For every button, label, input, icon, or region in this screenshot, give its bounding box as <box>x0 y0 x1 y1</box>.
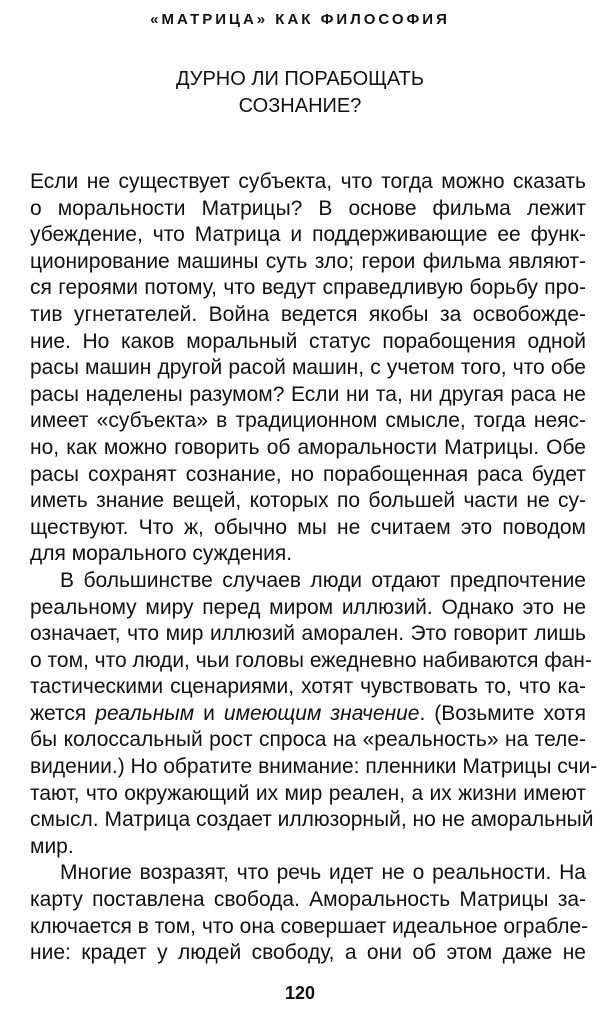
page-number: 120 <box>284 983 316 1003</box>
text-line <box>30 302 586 329</box>
text-segment: ключается в том, что она совершает идеальное ограбле- <box>30 914 589 938</box>
text-segment: . (Возьмите хотя <box>419 701 587 725</box>
text-segment: убеждение, что Матрица и поддерживающие ее функ- <box>30 223 586 247</box>
section-title-line: СОЗНАНИЕ? <box>238 95 362 117</box>
text-segment: ществуют. Что ж, обычно мы не считаем это поводом <box>30 515 586 539</box>
text-segment: имеет «субъекта» в традиционном смысле, тогда неяс- <box>30 409 586 433</box>
text-segment: бы колоссальный рост спроса на «реальность» на теле- <box>30 728 586 752</box>
text-line <box>30 222 586 249</box>
section-title-line: ДУРНО ЛИ ПОРАБОЩАТЬ <box>175 68 425 90</box>
text-line <box>30 781 586 808</box>
text-segment: тают, что окружающий их мир реален, а их жизни имеют <box>30 781 586 805</box>
text-segment: мир. <box>30 834 74 858</box>
text-segment: жется <box>30 701 96 725</box>
text-line <box>30 275 586 302</box>
text-segment: ние. Но каков моральный статус порабощения одной <box>30 329 586 353</box>
text-line <box>30 860 586 887</box>
paragraph <box>30 568 598 861</box>
text-segment: иметь знание вещей, которых по большей части не су- <box>30 489 586 513</box>
emphasis-text: имеющим значение <box>223 701 420 725</box>
text-segment: видении.) Но обратите внимание: пленники Матрицы счи- <box>30 755 598 779</box>
text-line <box>30 435 586 462</box>
text-line <box>30 408 586 435</box>
body-text <box>30 169 598 967</box>
text-segment: расы машин другой расой машин, с учетом того, что обе <box>30 356 586 380</box>
text-line <box>30 382 586 409</box>
text-line <box>30 648 592 675</box>
text-line <box>30 887 586 914</box>
text-line <box>30 488 586 515</box>
text-segment: о моральности Матрицы? В основе фильма лежит <box>30 196 586 220</box>
text-line <box>30 621 586 648</box>
text-line <box>30 462 586 489</box>
text-line <box>30 834 586 861</box>
text-line <box>30 568 586 595</box>
text-segment: В большинстве случаев люди отдают предпочтение <box>60 568 586 592</box>
text-segment: расы наделены разумом? Если ни та, ни другая раса не <box>30 382 586 406</box>
text-line <box>30 515 586 542</box>
text-segment: означает, что мир иллюзий аморален. Это говорит лишь <box>30 622 586 646</box>
text-segment: но, как можно говорить об аморальности Матрицы. Обе <box>30 435 586 459</box>
text-line <box>30 807 594 834</box>
text-segment: ние: крадет у людей свободу, а они об этом даже не <box>30 941 586 965</box>
text-line <box>30 541 586 568</box>
text-segment: карту поставлена свобода. Аморальность Матрицы за- <box>30 888 586 912</box>
text-line <box>30 914 589 941</box>
text-line <box>30 355 586 382</box>
running-head: «МАТРИЦА» КАК ФИЛОСОФИЯ <box>150 11 450 28</box>
text-segment: ционирование машины суть зло; герои фильма являют- <box>30 249 586 273</box>
paragraph <box>30 169 586 568</box>
paragraph <box>30 860 589 966</box>
text-line <box>30 701 586 728</box>
text-segment: тастическими сценариями, хотят чувствовать то, что ка- <box>30 675 586 699</box>
text-segment: о том, что люди, чьи головы ежедневно набиваются фан- <box>30 648 592 672</box>
text-line <box>30 727 586 754</box>
text-segment: расы сохранят сознание, но порабощенная раса будет <box>30 462 586 486</box>
text-segment: Если не существует субъекта, что тогда можно сказать <box>30 170 586 193</box>
text-line <box>30 940 586 967</box>
text-segment: реальному миру перед миром иллюзий. Однако это не <box>30 595 586 619</box>
text-segment: смысл. Матрица создает иллюзорный, но не аморальный <box>30 808 594 832</box>
emphasis-text: реальным <box>95 701 195 725</box>
text-line <box>30 595 586 622</box>
text-line <box>30 169 586 196</box>
text-line <box>30 754 598 781</box>
text-line <box>30 329 586 356</box>
text-line <box>30 196 586 223</box>
text-segment: для морального суждения. <box>30 542 293 566</box>
section-title <box>0 66 600 120</box>
text-segment: тив угнетателей. Война ведется якобы за освобожде- <box>30 302 586 326</box>
text-segment: ся героями потому, что ведут справедливую борьбу про- <box>30 276 586 300</box>
text-segment: Многие возразят, что речь идет не о реальности. На <box>60 861 586 885</box>
text-line <box>30 249 586 276</box>
text-line <box>30 674 586 701</box>
text-segment: и <box>194 701 224 725</box>
